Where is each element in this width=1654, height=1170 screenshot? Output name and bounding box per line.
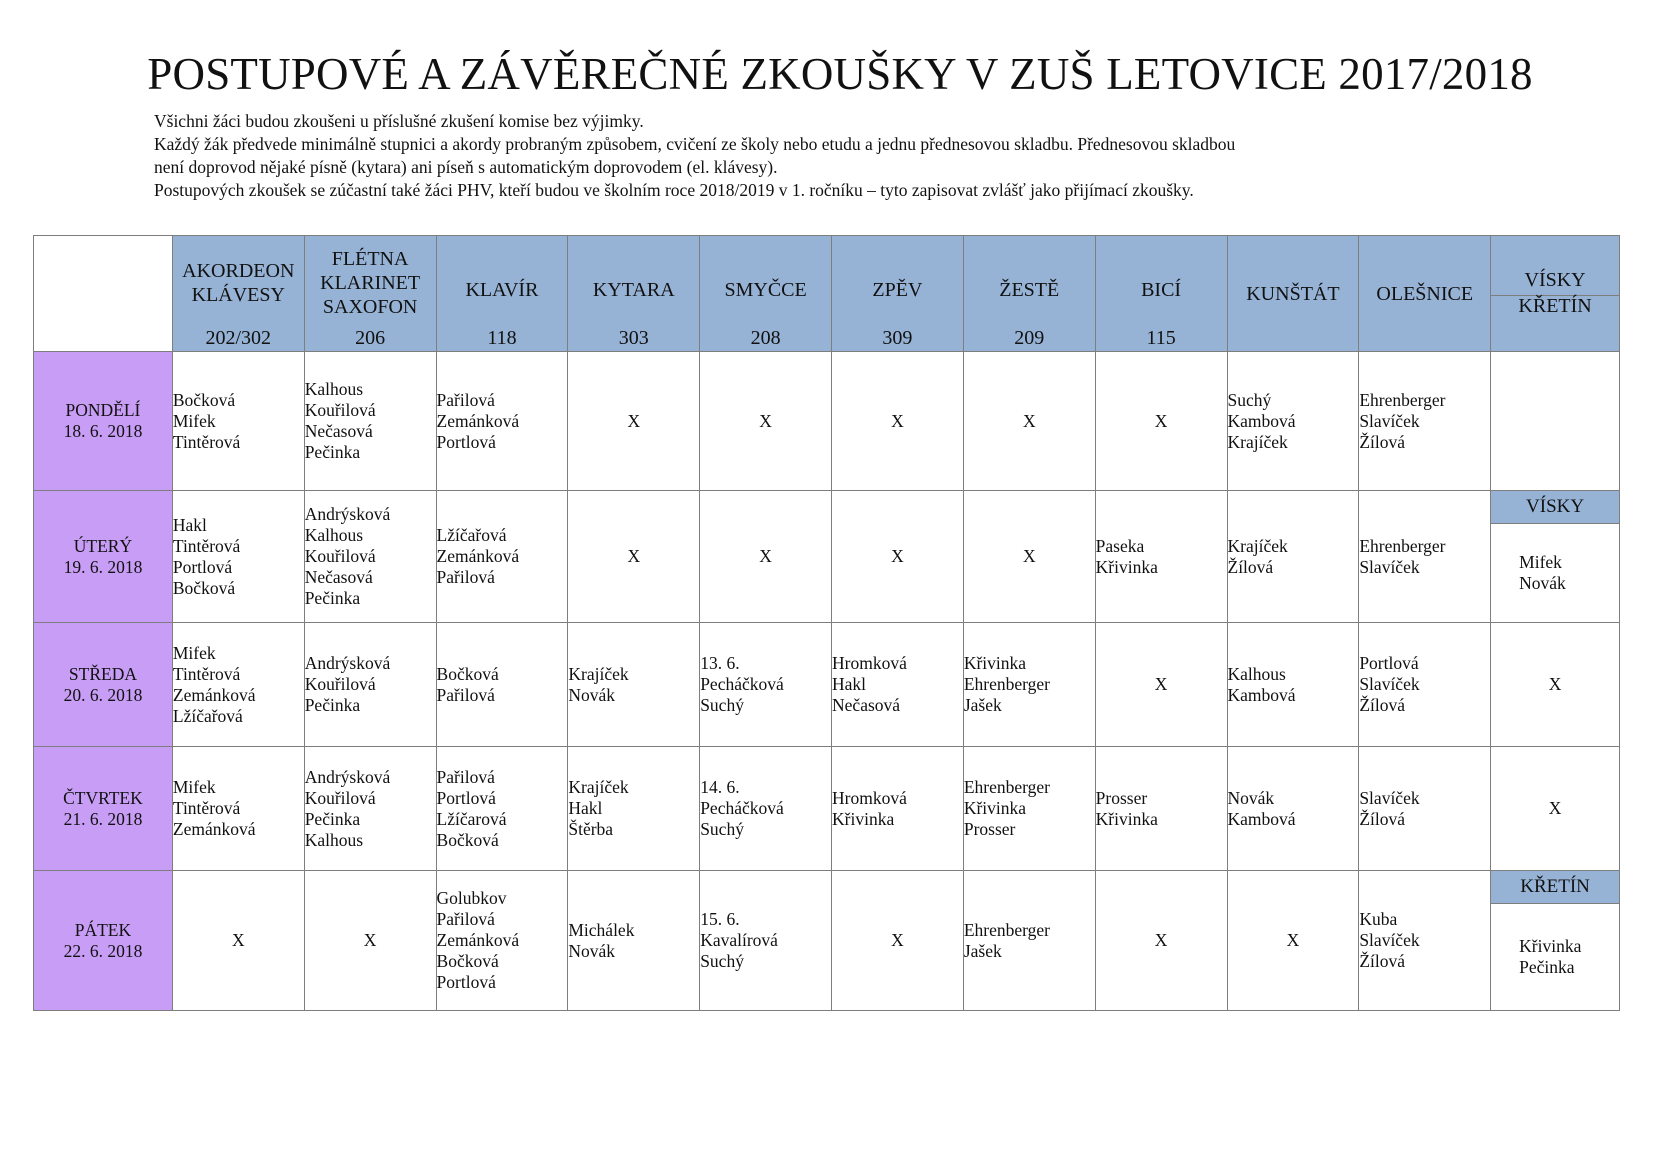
column-header-name <box>724 278 806 302</box>
student-name: Suchý <box>700 695 744 715</box>
column-header-wrap <box>1228 237 1359 351</box>
no-exam-mark: X <box>963 352 1095 491</box>
schedule-row <box>34 871 1620 1011</box>
student-name: Žílová <box>1359 695 1406 715</box>
column-header-name-line: KYTARA <box>592 278 675 301</box>
column-header <box>963 236 1095 352</box>
student-name: Jašek <box>963 695 1002 715</box>
student-name: Andrýsková <box>304 766 391 787</box>
student-name: Pečinka <box>1519 956 1575 977</box>
intro-line: Postupových zkoušek se zúčastní také žáci PHV, kteří budou ve školním roce 2018/2019 v 1. ročníku – tyto zapisovat zvlášť jako přijímací zkoušky. <box>154 180 1194 200</box>
schedule-row <box>34 491 1620 623</box>
schedule-cell <box>1359 871 1491 1011</box>
student-name: Kalhous <box>304 379 364 399</box>
schedule-cell <box>963 747 1095 871</box>
column-header-split <box>1491 270 1619 317</box>
column-header-room: 309 <box>882 327 913 349</box>
schedule-cell <box>700 747 832 871</box>
column-header-name <box>593 278 675 302</box>
student-name: Portlová <box>436 787 496 808</box>
student-name: Hromková <box>832 787 907 808</box>
student-name: Krajíček <box>1227 535 1288 556</box>
location-split <box>1491 871 1619 1009</box>
student-name: Prosser <box>963 819 1016 839</box>
student-name: Lžíčařová <box>172 705 243 726</box>
student-name: Pařilová <box>436 909 495 929</box>
student-name: Tintěrová <box>172 535 241 556</box>
header-row <box>34 236 1620 352</box>
no-exam-mark: X <box>1095 871 1227 1011</box>
column-header-name <box>999 278 1059 302</box>
day-name: ČTVRTEK <box>63 787 143 808</box>
student-name: Kouřilová <box>304 787 376 808</box>
student-name: Mifek <box>1519 551 1562 572</box>
column-header-room: 206 <box>355 327 386 349</box>
student-name: Žílová <box>1359 951 1406 971</box>
location-split <box>1491 491 1619 621</box>
student-name: Pařilová <box>436 567 495 587</box>
student-name: Zemánková <box>436 546 520 566</box>
student-name: Nečasová <box>304 567 373 587</box>
no-exam-mark: X <box>568 352 700 491</box>
student-name: Pečinka <box>304 442 361 462</box>
column-header-name-line: AKORDEON <box>182 259 295 282</box>
column-header-room: 202/302 <box>205 327 272 349</box>
student-name: Andrýsková <box>304 653 391 673</box>
intro-line: není doprovod nějaké písně (kytara) ani píseň s automatickým doprovodem (el. klávesy). <box>154 157 778 177</box>
column-header-name-line: FLÉTNA <box>331 247 409 270</box>
student-name: Novák <box>568 940 616 961</box>
student-name: Novák <box>1519 572 1566 593</box>
student-name: Lžíčarová <box>436 808 507 829</box>
day-date: 20. 6. 2018 <box>63 684 143 705</box>
intro-line: Všichni žáci budou zkoušeni u příslušné zkušení komise bez výjimky. <box>154 111 644 131</box>
schedule-cell <box>1095 747 1227 871</box>
column-header <box>1491 236 1620 352</box>
student-name: Pečinka <box>304 808 361 829</box>
student-name: Lžíčařová <box>436 525 507 545</box>
day-cell <box>34 491 173 623</box>
student-name: Portlová <box>436 431 496 452</box>
column-header-wrap <box>1359 237 1490 351</box>
student-name: Ehrenberger <box>963 919 1051 940</box>
location-label: KŘETÍN <box>1491 871 1619 904</box>
column-header-name: KŘETÍN <box>1518 295 1592 317</box>
intro-text <box>154 110 1414 202</box>
student-name: Slavíček <box>1359 556 1420 577</box>
day-name: PONDĚLÍ <box>65 400 141 420</box>
column-header <box>700 236 832 352</box>
student-name: Žílová <box>1227 556 1274 577</box>
day-date: 21. 6. 2018 <box>63 808 143 829</box>
schedule-cell <box>568 747 700 871</box>
column-header <box>568 236 700 352</box>
schedule-cell <box>172 623 304 747</box>
schedule-cell <box>1227 747 1359 871</box>
student-name: Kouřilová <box>304 400 376 420</box>
student-name: Křivinka <box>832 808 895 829</box>
student-name: Kambová <box>1227 808 1296 829</box>
column-header-name <box>1376 282 1473 306</box>
student-name: Slavíček <box>1359 787 1420 808</box>
column-header-name <box>320 247 420 319</box>
student-name: Kalhous <box>304 525 364 545</box>
student-name: Štěrba <box>568 819 614 839</box>
schedule-cell <box>436 871 568 1011</box>
student-name: Hakl <box>832 674 867 694</box>
no-exam-mark: X <box>700 491 832 623</box>
schedule-cell <box>436 491 568 623</box>
student-name: Křivinka <box>1095 556 1158 577</box>
student-name: Hakl <box>172 514 207 535</box>
student-name: Suchý <box>700 951 744 971</box>
no-exam-mark: X <box>1491 623 1620 747</box>
column-header-name-line: KLAVÍR <box>465 278 539 301</box>
column-header <box>832 236 964 352</box>
schedule-cell <box>700 871 832 1011</box>
column-header-name-line: KUNŠTÁT <box>1246 282 1340 305</box>
student-name: Pecháčková <box>700 674 784 694</box>
student-name: Zemánková <box>172 819 256 839</box>
header-corner <box>34 236 173 352</box>
student-name: Kambová <box>1227 684 1296 705</box>
student-name: Ehrenberger <box>963 674 1051 694</box>
no-exam-mark: X <box>700 352 832 491</box>
no-exam-mark: X <box>304 871 436 1011</box>
schedule-cell <box>1095 491 1227 623</box>
student-name: Kambová <box>1227 410 1296 431</box>
column-header-name-line: SAXOFON <box>322 295 418 318</box>
column-header-name-line: SMYČCE <box>724 278 807 301</box>
no-exam-mark: X <box>832 491 964 623</box>
schedule-cell <box>832 747 964 871</box>
student-name: Hakl <box>568 798 603 818</box>
student-name: Ehrenberger <box>1359 389 1446 410</box>
column-header <box>1095 236 1227 352</box>
student-name: Zemánková <box>436 930 520 950</box>
student-name: Křivinka <box>963 653 1027 673</box>
student-name: Kouřilová <box>304 546 376 566</box>
schedule-cell <box>700 623 832 747</box>
student-name: Novák <box>1227 787 1275 808</box>
schedule-cell <box>1491 491 1620 623</box>
student-name: Portlová <box>172 556 233 577</box>
student-name: Nečasová <box>832 695 901 715</box>
schedule-cell <box>1227 352 1359 491</box>
student-name: Pařilová <box>436 389 495 410</box>
day-date: 22. 6. 2018 <box>63 940 143 961</box>
student-name: Ehrenberger <box>1359 535 1446 556</box>
no-exam-mark: X <box>1491 747 1620 871</box>
schedule-cell <box>436 352 568 491</box>
schedule-cell <box>568 623 700 747</box>
schedule-cell <box>832 623 964 747</box>
column-header-room: 209 <box>1014 327 1045 349</box>
schedule-row <box>34 352 1620 491</box>
day-date: 18. 6. 2018 <box>63 421 143 441</box>
schedule-cell <box>568 871 700 1011</box>
column-header <box>1359 236 1491 352</box>
names-list <box>1519 552 1566 594</box>
schedule-cell <box>172 491 304 623</box>
student-name: Bočková <box>172 577 236 598</box>
intro-line: Každý žák předvede minimálně stupnici a akordy probraným způsobem, cvičení ze školy nebo etudu a jednu přednesovou skladbu. Přednesovou skladbou <box>154 134 1236 154</box>
student-name: Mifek <box>172 410 216 431</box>
student-name: Pečinka <box>304 588 361 608</box>
column-header-name: VÍSKY <box>1491 270 1619 296</box>
schedule-cell <box>304 491 436 623</box>
schedule-cell <box>1491 871 1620 1011</box>
day-name: PÁTEK <box>74 919 132 940</box>
column-header-name-line: BICÍ <box>1141 278 1182 301</box>
column-header <box>436 236 568 352</box>
day-cell <box>34 747 173 871</box>
student-name: Nečasová <box>304 421 373 441</box>
day-date: 19. 6. 2018 <box>63 556 143 577</box>
schedule-cell <box>304 352 436 491</box>
column-header-name-line: ŽESTĚ <box>999 278 1060 301</box>
student-name: Ehrenberger <box>963 777 1051 797</box>
schedule-cell <box>304 747 436 871</box>
student-name: Kouřilová <box>304 674 376 694</box>
student-name: Novák <box>568 684 616 705</box>
column-header-name <box>872 278 922 302</box>
student-name: Tintěrová <box>172 663 241 684</box>
column-header-room: 118 <box>487 327 517 349</box>
student-name: Andrýsková <box>304 504 391 524</box>
student-name: Krajíček <box>568 663 629 684</box>
schedule-cell <box>963 871 1095 1011</box>
student-name: Kuba <box>1359 909 1398 929</box>
student-name: Bočková <box>436 829 499 850</box>
student-name: 15. 6. <box>700 909 740 929</box>
column-header-name-line: KLÁVESY <box>191 283 285 306</box>
column-header-name <box>465 278 538 302</box>
column-header-room: 208 <box>750 327 781 349</box>
no-exam-mark: X <box>568 491 700 623</box>
schedule-cell <box>1491 352 1620 491</box>
student-name: Křivinka <box>1519 935 1582 956</box>
column-header-name-line: ZPĚV <box>872 278 923 301</box>
no-exam-mark: X <box>172 871 304 1011</box>
no-exam-mark: X <box>832 352 964 491</box>
student-name: 14. 6. <box>700 777 740 797</box>
no-exam-mark: X <box>832 871 964 1011</box>
schedule-cell <box>1359 623 1491 747</box>
location-names <box>1491 904 1619 1009</box>
location-names <box>1491 524 1619 621</box>
student-name: Kalhous <box>1227 663 1286 684</box>
schedule-cell <box>1359 747 1491 871</box>
student-name: Portlová <box>1359 653 1419 673</box>
schedule-row <box>34 747 1620 871</box>
schedule-cell <box>963 623 1095 747</box>
schedule-cell <box>436 747 568 871</box>
schedule-cell <box>304 623 436 747</box>
student-name: Suchý <box>700 819 744 839</box>
student-name: Žílová <box>1359 808 1406 829</box>
day-cell <box>34 871 173 1011</box>
student-name: Zemánková <box>172 684 256 705</box>
student-name: Slavíček <box>1359 674 1420 694</box>
column-header <box>172 236 304 352</box>
column-header-room: 115 <box>1146 327 1176 349</box>
no-exam-mark: X <box>963 491 1095 623</box>
student-name: 13. 6. <box>700 653 740 673</box>
column-header-room: 303 <box>618 327 649 349</box>
student-name: Krajíček <box>568 777 629 797</box>
column-header <box>304 236 436 352</box>
student-name: Krajíček <box>1227 431 1288 452</box>
day-cell <box>34 352 173 491</box>
student-name: Michálek <box>568 919 635 940</box>
no-exam-mark: X <box>1095 352 1227 491</box>
student-name: Tintěrová <box>172 798 241 818</box>
student-name: Pecháčková <box>700 798 784 818</box>
student-name: Kavalírová <box>700 930 778 950</box>
names-list <box>1519 936 1581 978</box>
student-name: Prosser <box>1095 787 1148 808</box>
column-header-name-line: KLARINET <box>320 271 421 294</box>
schedule-cell <box>1227 623 1359 747</box>
schedule-cell <box>436 623 568 747</box>
no-exam-mark: X <box>1095 623 1227 747</box>
column-header <box>1227 236 1359 352</box>
student-name: Pařilová <box>436 684 495 705</box>
student-name: Suchý <box>1227 389 1272 410</box>
student-name: Bočková <box>436 951 499 971</box>
student-name: Bočková <box>172 389 236 410</box>
student-name: Jašek <box>963 940 1002 961</box>
student-name: Pařilová <box>436 766 495 787</box>
student-name: Tintěrová <box>172 431 241 452</box>
no-exam-mark: X <box>1227 871 1359 1011</box>
student-name: Žílová <box>1359 431 1406 452</box>
student-name: Kalhous <box>304 829 364 850</box>
student-name: Slavíček <box>1359 410 1420 431</box>
student-name: Portlová <box>436 972 496 992</box>
day-cell <box>34 623 173 747</box>
day-name: ÚTERÝ <box>73 535 133 556</box>
column-header-name <box>182 259 294 307</box>
student-name: Slavíček <box>1359 930 1420 950</box>
student-name: Mifek <box>172 642 216 663</box>
schedule-cell <box>172 747 304 871</box>
student-name: Mifek <box>172 777 216 797</box>
column-header-name-line: OLEŠNICE <box>1376 282 1474 305</box>
student-name: Paseka <box>1095 535 1145 556</box>
student-name: Zemánková <box>436 410 520 431</box>
student-name: Bočková <box>436 663 499 684</box>
schedule-cell <box>172 352 304 491</box>
schedule-row <box>34 623 1620 747</box>
column-header-name <box>1246 282 1339 306</box>
student-name: Hromková <box>832 653 907 673</box>
day-name: STŘEDA <box>68 663 137 684</box>
location-label: VÍSKY <box>1491 491 1619 524</box>
column-header-name <box>1141 278 1181 302</box>
student-name: Pečinka <box>304 695 361 715</box>
student-name: Golubkov <box>436 888 507 908</box>
student-name: Křivinka <box>1095 808 1158 829</box>
schedule-cell <box>1227 491 1359 623</box>
page-title: POSTUPOVÉ A ZÁVĚREČNÉ ZKOUŠKY V ZUŠ LETOVICE 2017/2018 <box>147 49 1533 99</box>
schedule-cell <box>1359 352 1491 491</box>
schedule-cell <box>1359 491 1491 623</box>
student-name: Křivinka <box>963 798 1027 818</box>
schedule-table <box>33 235 1620 1011</box>
